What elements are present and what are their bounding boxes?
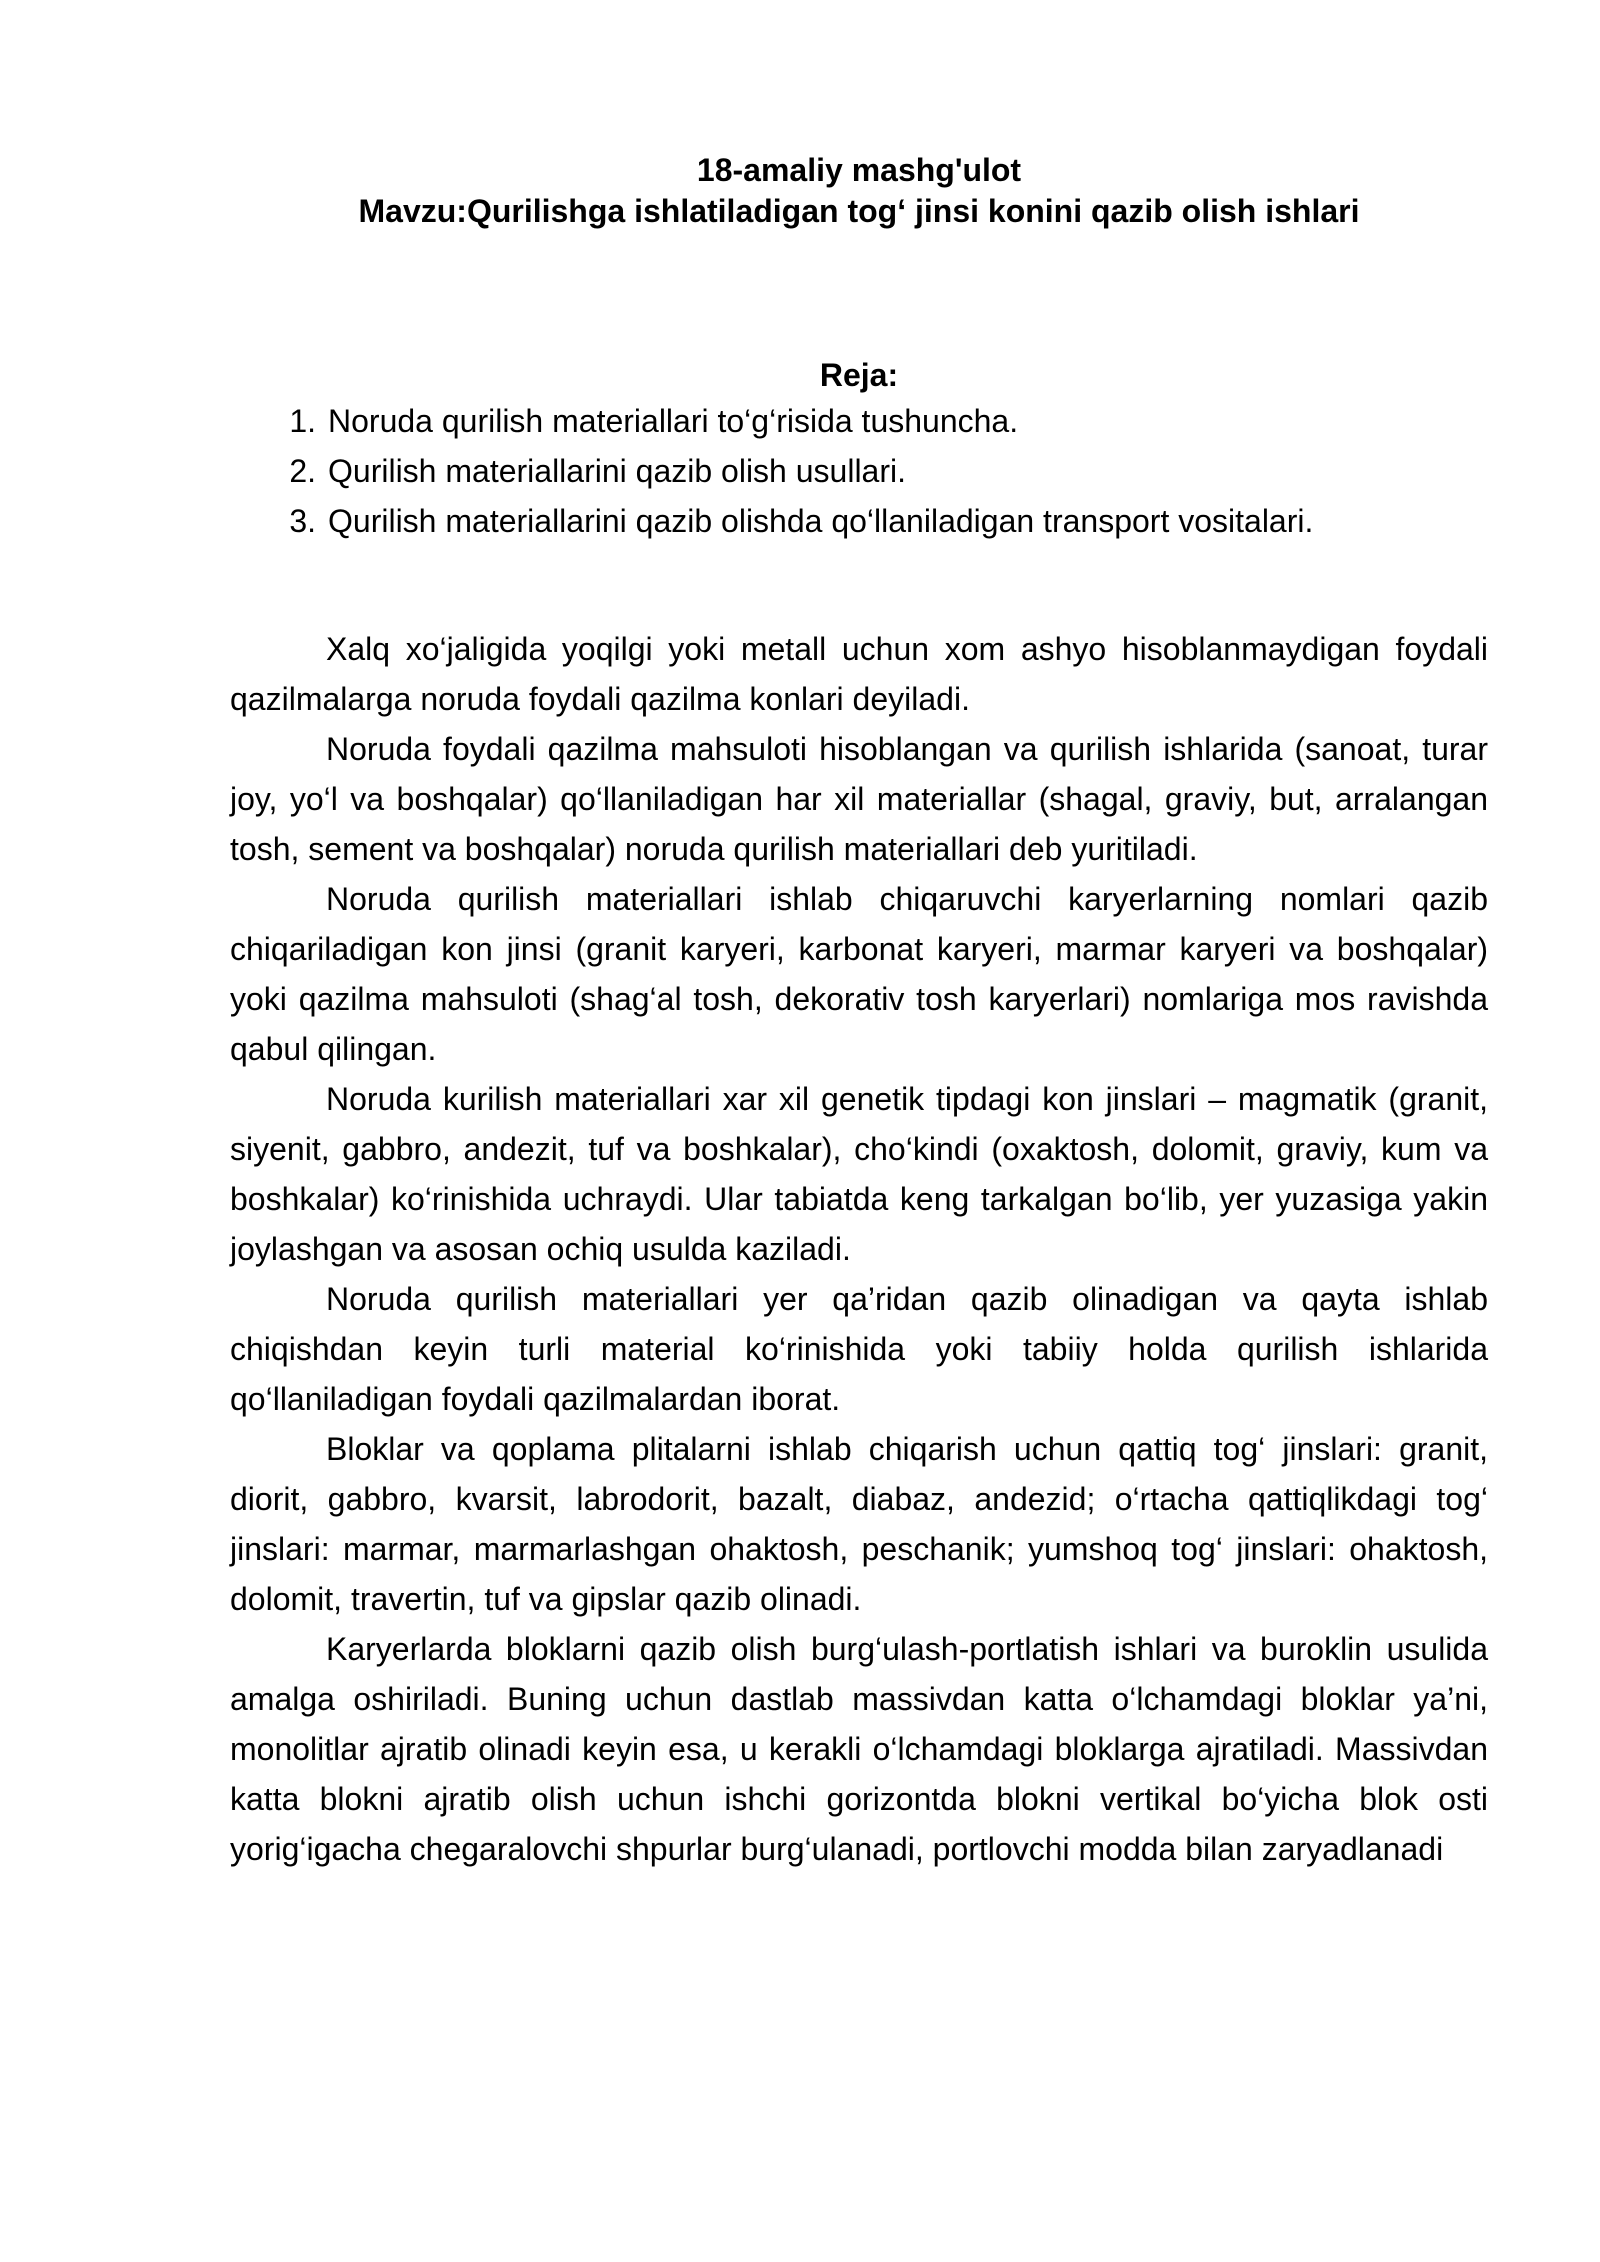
plan-item-number: 1. bbox=[289, 403, 316, 439]
plan-item bbox=[289, 396, 1488, 446]
paragraph: Noruda qurilish materiallari yer qa’ridan qazib olinadigan va qayta ishlab chiqishdan keyin turli material ko‘rinishida yoki tabiiy holda qurilish ishlarida qo‘llaniladigan foydali qazilmalardan iborat. bbox=[230, 1281, 1488, 1417]
document-title: 18-amaliy mashg'ulot bbox=[696, 152, 1022, 188]
paragraph: Noruda qurilish materiallari ishlab chiqaruvchi karyerlarning nomlari qazib chiqariladigan kon jinsi (granit karyeri, karbonat karyeri, marmar karyeri va boshqalar) yoki qazilma mahsuloti (shag‘al tosh, dekorativ tosh karyerlari) nomlariga mos ravishda qabul qilingan. bbox=[230, 881, 1488, 1067]
plan-list bbox=[230, 396, 1488, 546]
document-topic: Mavzu:Qurilishga ishlatiladigan tog‘ jinsi konini qazib olish ishlari bbox=[358, 193, 1360, 229]
plan-item-text: Qurilish materiallarini qazib olish usullari. bbox=[328, 453, 906, 489]
plan-item-number: 3. bbox=[289, 503, 316, 539]
plan-item bbox=[289, 496, 1488, 546]
plan-item-text: Qurilish materiallarini qazib olishda qo‘llaniladigan transport vositalari. bbox=[328, 503, 1314, 539]
paragraph: Noruda foydali qazilma mahsuloti hisoblangan va qurilish ishlarida (sanoat, turar joy, yo‘l va boshqalar) qo‘llaniladigan har xil materiallar (shagal, graviy, but, arralangan tosh, sement va boshqalar) noruda qurilish materiallari deb yuritiladi. bbox=[230, 731, 1488, 867]
plan-item-number: 2. bbox=[289, 453, 316, 489]
paragraph: Noruda kurilish materiallari xar xil genetik tipdagi kon jinslari – magmatik (granit, siyenit, gabbro, andezit, tuf va boshkalar), cho‘kindi (oxaktosh, dolomit, graviy, kum va boshkalar) ko‘rinishida uchraydi. Ular tabiatda keng tarkalgan bo‘lib, yer yuzasiga yakin joylashgan va asosan ochiq usulda kaziladi. bbox=[230, 1081, 1488, 1267]
plan-item-text: Noruda qurilish materiallari to‘g‘risida tushuncha. bbox=[328, 403, 1019, 439]
paragraph: Karyerlarda bloklarni qazib olish burg‘ulash-portlatish ishlari va buroklin usulida amalga oshiriladi. Buning uchun dastlab massivdan katta o‘lchamdagi bloklar ya’ni, monolitlar ajratib olinadi keyin esa, u kerakli o‘lchamdagi bloklarga ajratiladi. Massivdan katta blokni ajratib olish uchun ishchi gorizontda blokni vertikal bo‘yicha blok osti yorig‘igacha chegaralovchi shpurlar burg‘ulanadi, portlovchi modda bilan zaryadlanadi bbox=[230, 1631, 1488, 1867]
paragraph: Xalq xo‘jaligida yoqilgi yoki metall uchun xom ashyo hisoblanmaydigan foydali qazilmalarga noruda foydali qazilma konlari deyiladi. bbox=[230, 631, 1488, 717]
body-text bbox=[230, 624, 1488, 1874]
plan-heading: Reja: bbox=[819, 357, 899, 393]
plan-item bbox=[289, 446, 1488, 496]
paragraph: Bloklar va qoplama plitalarni ishlab chiqarish uchun qattiq tog‘ jinslari: granit, diorit, gabbro, kvarsit, labrodorit, bazalt, diabaz, andezid; o‘rtacha qattiqlikdagi tog‘ jinslari: marmar, marmarlashgan ohaktosh, peschanik; yumshoq tog‘ jinslari: ohaktosh, dolomit, travertin, tuf va gipslar qazib olinadi. bbox=[230, 1431, 1488, 1617]
